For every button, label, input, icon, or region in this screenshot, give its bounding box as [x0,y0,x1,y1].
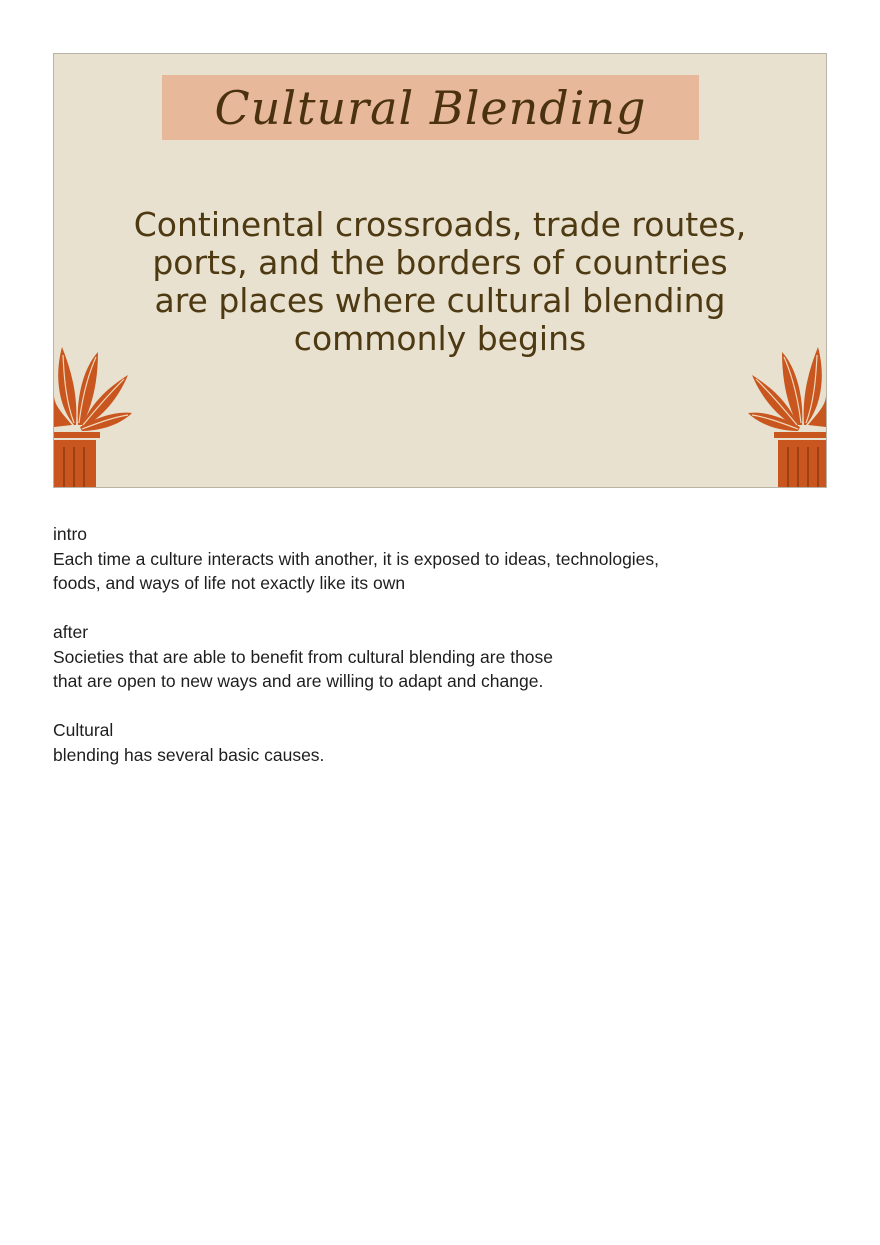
slide-title: Cultural Blending [214,81,647,135]
slide-body-line: commonly begins [293,319,587,358]
notes-intro-label: intro [53,524,88,544]
slide-body-line: ports, and the borders of countries [152,243,728,282]
title-banner [162,75,699,140]
speaker-notes [53,522,833,792]
potted-plant-icon [746,347,826,487]
notes-after [53,620,833,694]
notes-intro-line: foods, and ways of life not exactly like its own [53,573,406,593]
potted-plant-icon [54,347,134,487]
notes-intro-line: Each time a culture interacts with another, it is exposed to ideas, technologies, [53,548,660,569]
notes-closing [53,718,833,767]
notes-after-line: that are open to new ways and are willing to adapt and change. [53,671,544,691]
notes-intro [53,522,833,596]
notes-after-line: Societies that are able to benefit from cultural blending are those [53,646,554,667]
notes-closing-line: Cultural [53,720,114,740]
slide [53,53,827,488]
notes-closing-line: blending has several basic causes. [53,744,325,765]
slide-body-line: Continental crossroads, trade routes, [133,205,747,244]
slide-body [94,206,786,358]
notes-after-label: after [53,622,89,642]
slide-body-line: are places where cultural blending [154,281,726,320]
